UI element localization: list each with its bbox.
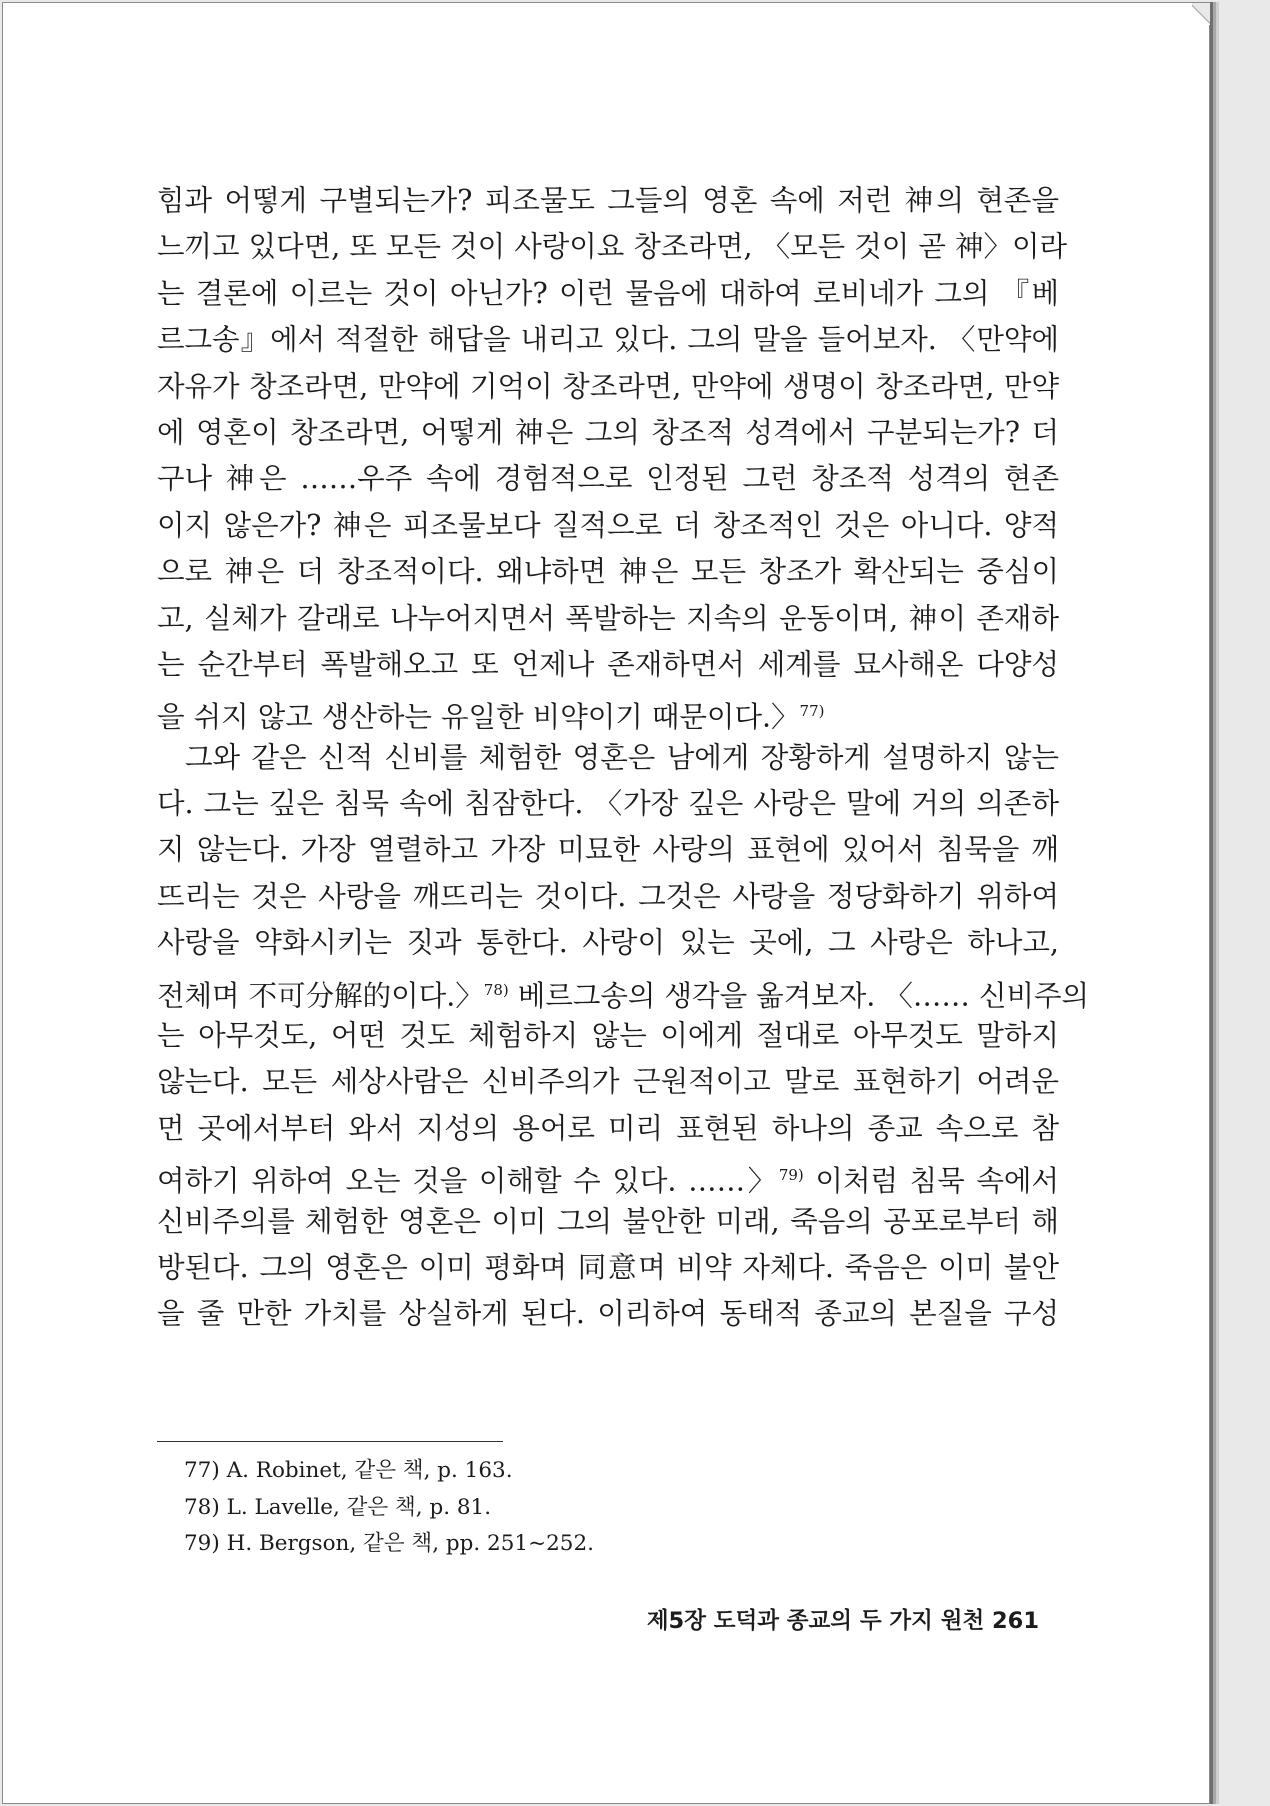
footnote-ref-79[interactable]: 79) bbox=[778, 1166, 804, 1185]
body-line bbox=[157, 1152, 1059, 1198]
body-line: 느끼고 있다면, 또 모든 것이 사랑이요 창조라면, 〈모든 것이 곧 神〉이라 bbox=[157, 230, 1068, 264]
body-line-text: 베르그송의 생각을 옮겨보자. 〈…… 신비주의 bbox=[508, 979, 1090, 1013]
body-line: 그와 같은 신적 신비를 체험한 영혼은 남에게 장황하게 설명하지 않는 bbox=[185, 740, 1059, 774]
body-line: 는 아무것도, 어떤 것도 체험하지 않는 이에게 절대로 아무것도 말하지 bbox=[157, 1019, 1059, 1053]
footnote-77: 77) A. Robinet, 같은 책, p. 163. bbox=[184, 1458, 513, 1483]
body-line-text: 전체며 不可分解的이다.〉 bbox=[157, 979, 484, 1013]
footnote-ref-77[interactable]: 77) bbox=[799, 702, 825, 721]
body-line bbox=[157, 967, 1090, 1013]
body-line-text: 을 쉬지 않고 생산하는 유일한 비약이기 때문이다.〉 bbox=[157, 700, 800, 734]
body-line: 는 순간부터 폭발해오고 또 언제나 존재하면서 세계를 묘사해온 다양성 bbox=[157, 647, 1059, 681]
body-line: 않는다. 모든 세상사람은 신비주의가 근원적이고 말로 표현하기 어려운 bbox=[157, 1065, 1059, 1099]
footnotes bbox=[184, 1453, 594, 1563]
page-curl bbox=[1192, 3, 1210, 25]
footnote-78: 78) L. Lavelle, 같은 책, p. 81. bbox=[184, 1494, 492, 1520]
body-line: 에 영혼이 창조라면, 어떻게 神은 그의 창조적 성격에서 구분되는가? 더 bbox=[157, 415, 1059, 449]
running-footer: 제5장 도덕과 종교의 두 가지 원천 261 bbox=[646, 1608, 1039, 1634]
body-line bbox=[157, 688, 1059, 734]
body-line: 방된다. 그의 영혼은 이미 평화며 同意며 비약 자체다. 죽음은 이미 불안 bbox=[157, 1250, 1059, 1284]
body-line: 구나 神은 ……우주 속에 경험적으로 인정된 그런 창조적 성격의 현존 bbox=[157, 462, 1059, 496]
body-line: 는 결론에 이르는 것이 아닌가? 이런 물음에 대하여 로비네가 그의 『베 bbox=[157, 276, 1059, 310]
body-line: 자유가 창조라면, 만약에 기억이 창조라면, 만약에 생명이 창조라면, 만약 bbox=[157, 369, 1059, 403]
body-line: 신비주의를 체험한 영혼은 이미 그의 불안한 미래, 죽음의 공포로부터 해 bbox=[157, 1204, 1059, 1238]
footnote-divider bbox=[157, 1441, 503, 1442]
body-text bbox=[157, 178, 1090, 1338]
footnote-79: 79) H. Bergson, 같은 책, pp. 251~252. bbox=[184, 1531, 594, 1556]
body-line: 뜨리는 것은 사랑을 깨뜨리는 것이다. 그것은 사랑을 정당화하기 위하여 bbox=[157, 879, 1059, 913]
body-line: 을 줄 만한 가치를 상실하게 된다. 이리하여 동태적 종교의 본질을 구성 bbox=[157, 1297, 1059, 1331]
body-line: 사랑을 약화시키는 짓과 통한다. 사랑이 있는 곳에, 그 사랑은 하나고, bbox=[157, 926, 1059, 960]
body-line: 으로 神은 더 창조적이다. 왜냐하면 神은 모든 창조가 확산되는 중심이 bbox=[157, 555, 1059, 589]
body-line: 지 않는다. 가장 열렬하고 가장 미묘한 사랑의 표현에 있어서 침묵을 깨 bbox=[157, 833, 1059, 867]
body-line: 먼 곳에서부터 와서 지성의 용어로 미리 표현된 하나의 종교 속으로 참 bbox=[157, 1111, 1059, 1145]
body-line: 이지 않은가? 神은 피조물보다 질적으로 더 창조적인 것은 아니다. 양적 bbox=[157, 508, 1059, 542]
body-line: 힘과 어떻게 구별되는가? 피조물도 그들의 영혼 속에 저런 神의 현존을 bbox=[157, 184, 1059, 217]
body-line: 고, 실체가 갈래로 나누어지면서 폭발하는 지속의 운동이며, 神이 존재하 bbox=[157, 601, 1059, 635]
body-line-text: 이처럼 침묵 속에서 bbox=[803, 1164, 1059, 1198]
footnote-ref-78[interactable]: 78) bbox=[483, 980, 509, 999]
body-line: 르그송』에서 적절한 해답을 내리고 있다. 그의 말을 들어보자. 〈만약에 bbox=[157, 323, 1059, 357]
body-line-text: 여하기 위하여 오는 것을 이해할 수 있다. ……〉 bbox=[157, 1164, 779, 1198]
body-line: 다. 그는 깊은 침묵 속에 침잠한다. 〈가장 깊은 사랑은 말에 거의 의존하 bbox=[157, 787, 1059, 821]
